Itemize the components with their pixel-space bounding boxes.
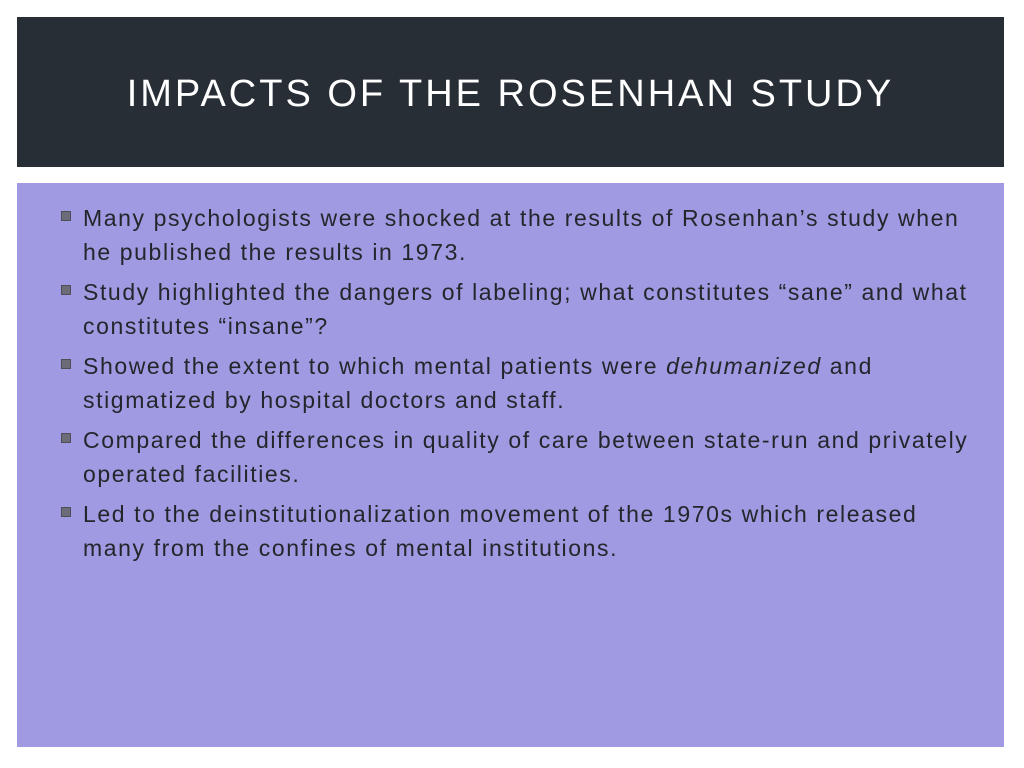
bullet-item	[61, 349, 974, 417]
bullet-item	[61, 201, 974, 269]
square-bullet-icon	[61, 359, 71, 369]
bullet-text: Compared the differences in quality of care between state-run and privately operated facilities.	[83, 427, 969, 487]
bullet-item	[61, 497, 974, 565]
bullet-list	[17, 183, 1004, 565]
bullet-text: Led to the deinstitutionalization movement of the 1970s which released many from the confines of mental institutions.	[83, 501, 918, 561]
square-bullet-icon	[61, 211, 71, 221]
bullet-text: Many psychologists were shocked at the results of Rosenhan’s study when he published the results in 1973.	[83, 205, 960, 265]
bullet-text: Study highlighted the dangers of labeling; what constitutes “sane” and what constitutes “insane”?	[83, 279, 968, 339]
content-box	[17, 183, 1004, 747]
bullet-text-before: Showed the extent to which mental patients were	[83, 353, 667, 379]
square-bullet-icon	[61, 433, 71, 443]
square-bullet-icon	[61, 507, 71, 517]
bullet-item	[61, 423, 974, 491]
bullet-text-after: and stigmatized by hospital doctors and staff.	[83, 353, 873, 413]
square-bullet-icon	[61, 285, 71, 295]
bullet-item	[61, 275, 974, 343]
slide-title: IMPACTS OF THE ROSENHAN STUDY	[126, 72, 895, 115]
title-bar	[17, 17, 1004, 167]
bullet-emphasis: dehumanized	[666, 353, 822, 379]
